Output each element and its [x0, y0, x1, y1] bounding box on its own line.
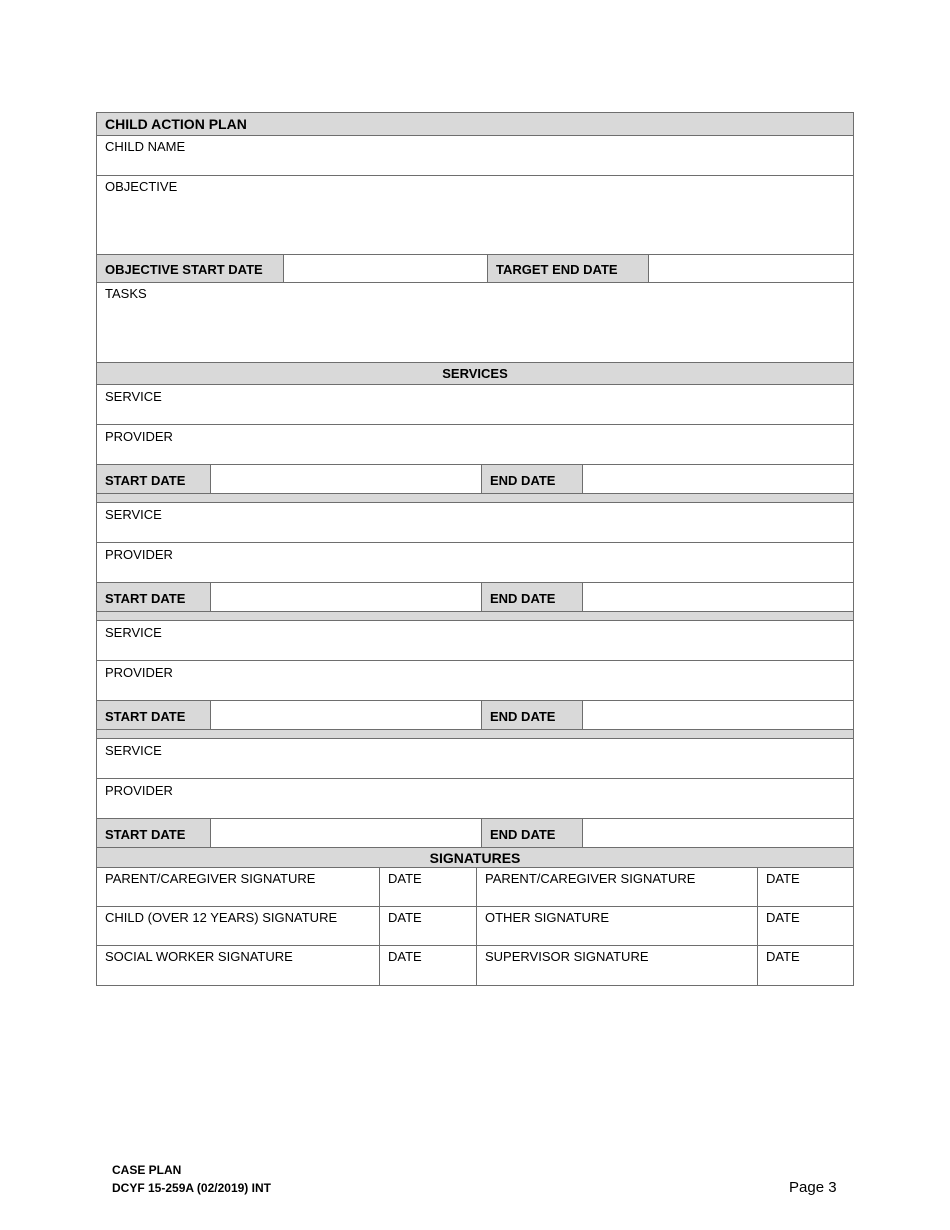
objective-start-date-label: OBJECTIVE START DATE — [97, 255, 283, 282]
objective-field[interactable] — [97, 194, 853, 254]
end-date-label: END DATE — [482, 465, 582, 493]
page-number: Page 3 — [789, 1179, 837, 1196]
service-separator — [97, 612, 853, 620]
end-date-field[interactable] — [583, 465, 853, 493]
provider-label: PROVIDER — [105, 547, 173, 562]
section-title: CHILD ACTION PLAN — [97, 113, 853, 135]
service-separator — [97, 494, 853, 502]
start-date-field[interactable] — [211, 819, 481, 847]
start-date-label: START DATE — [97, 819, 210, 847]
divider — [96, 738, 854, 739]
objective-start-date-field[interactable] — [284, 255, 487, 282]
service-label: SERVICE — [105, 743, 162, 758]
divider — [96, 542, 854, 543]
divider — [96, 175, 854, 176]
provider-label: PROVIDER — [105, 429, 173, 444]
provider-field[interactable] — [97, 562, 853, 582]
date-field[interactable] — [380, 868, 476, 906]
end-date-field[interactable] — [583, 701, 853, 729]
date-label: DATE — [766, 910, 800, 925]
service-field[interactable] — [97, 758, 853, 778]
start-date-field[interactable] — [211, 583, 481, 611]
divider — [96, 660, 854, 661]
social-worker-signature-label: SOCIAL WORKER SIGNATURE — [105, 949, 293, 964]
services-heading: SERVICES — [97, 363, 853, 384]
divider — [96, 778, 854, 779]
date-label: DATE — [388, 871, 422, 886]
supervisor-signature-field[interactable] — [477, 946, 757, 985]
provider-label: PROVIDER — [105, 783, 173, 798]
supervisor-signature-label: SUPERVISOR SIGNATURE — [485, 949, 649, 964]
footer-form-number: DCYF 15-259A (02/2019) INT — [112, 1181, 271, 1195]
divider — [96, 424, 854, 425]
date-field[interactable] — [380, 946, 476, 985]
end-date-label: END DATE — [482, 701, 582, 729]
service-label: SERVICE — [105, 389, 162, 404]
end-date-field[interactable] — [583, 583, 853, 611]
divider — [96, 384, 854, 385]
provider-field[interactable] — [97, 444, 853, 464]
service-field[interactable] — [97, 640, 853, 660]
provider-field[interactable] — [97, 680, 853, 700]
date-field[interactable] — [758, 868, 853, 906]
start-date-label: START DATE — [97, 583, 210, 611]
objective-label: OBJECTIVE — [105, 179, 178, 194]
footer-form-name: CASE PLAN — [112, 1163, 182, 1177]
child-name-label: CHILD NAME — [105, 139, 186, 154]
date-label: DATE — [388, 949, 422, 964]
child-signature-label: CHILD (OVER 12 YEARS) SIGNATURE — [105, 910, 338, 925]
parent-caregiver-signature-field[interactable] — [477, 868, 757, 906]
child-signature-field[interactable] — [97, 907, 379, 945]
end-date-field[interactable] — [583, 819, 853, 847]
date-label: DATE — [766, 871, 800, 886]
service-field[interactable] — [97, 522, 853, 542]
date-field[interactable] — [758, 907, 853, 945]
date-label: DATE — [388, 910, 422, 925]
target-end-date-field[interactable] — [649, 255, 853, 282]
start-date-field[interactable] — [211, 465, 481, 493]
end-date-label: END DATE — [482, 819, 582, 847]
social-worker-signature-field[interactable] — [97, 946, 379, 985]
provider-label: PROVIDER — [105, 665, 173, 680]
start-date-label: START DATE — [97, 465, 210, 493]
start-date-label: START DATE — [97, 701, 210, 729]
divider — [96, 282, 854, 283]
parent-caregiver-signature-field[interactable] — [97, 868, 379, 906]
other-signature-field[interactable] — [477, 907, 757, 945]
service-label: SERVICE — [105, 625, 162, 640]
table-right-border — [853, 112, 854, 986]
divider — [96, 620, 854, 621]
service-separator — [97, 730, 853, 738]
start-date-field[interactable] — [211, 701, 481, 729]
provider-field[interactable] — [97, 798, 853, 818]
tasks-field[interactable] — [97, 301, 853, 361]
tasks-label: TASKS — [105, 286, 147, 301]
divider — [96, 985, 854, 986]
end-date-label: END DATE — [482, 583, 582, 611]
parent-caregiver-signature-label: PARENT/CAREGIVER SIGNATURE — [105, 871, 316, 886]
date-label: DATE — [766, 949, 800, 964]
service-field[interactable] — [97, 404, 853, 424]
other-signature-label: OTHER SIGNATURE — [485, 910, 609, 925]
divider — [96, 135, 854, 136]
signatures-heading: SIGNATURES — [97, 848, 853, 867]
date-field[interactable] — [380, 907, 476, 945]
parent-caregiver-signature-label: PARENT/CAREGIVER SIGNATURE — [485, 871, 696, 886]
target-end-date-label: TARGET END DATE — [488, 255, 648, 282]
divider — [96, 502, 854, 503]
service-label: SERVICE — [105, 507, 162, 522]
date-field[interactable] — [758, 946, 853, 985]
child-name-field[interactable] — [97, 154, 853, 175]
